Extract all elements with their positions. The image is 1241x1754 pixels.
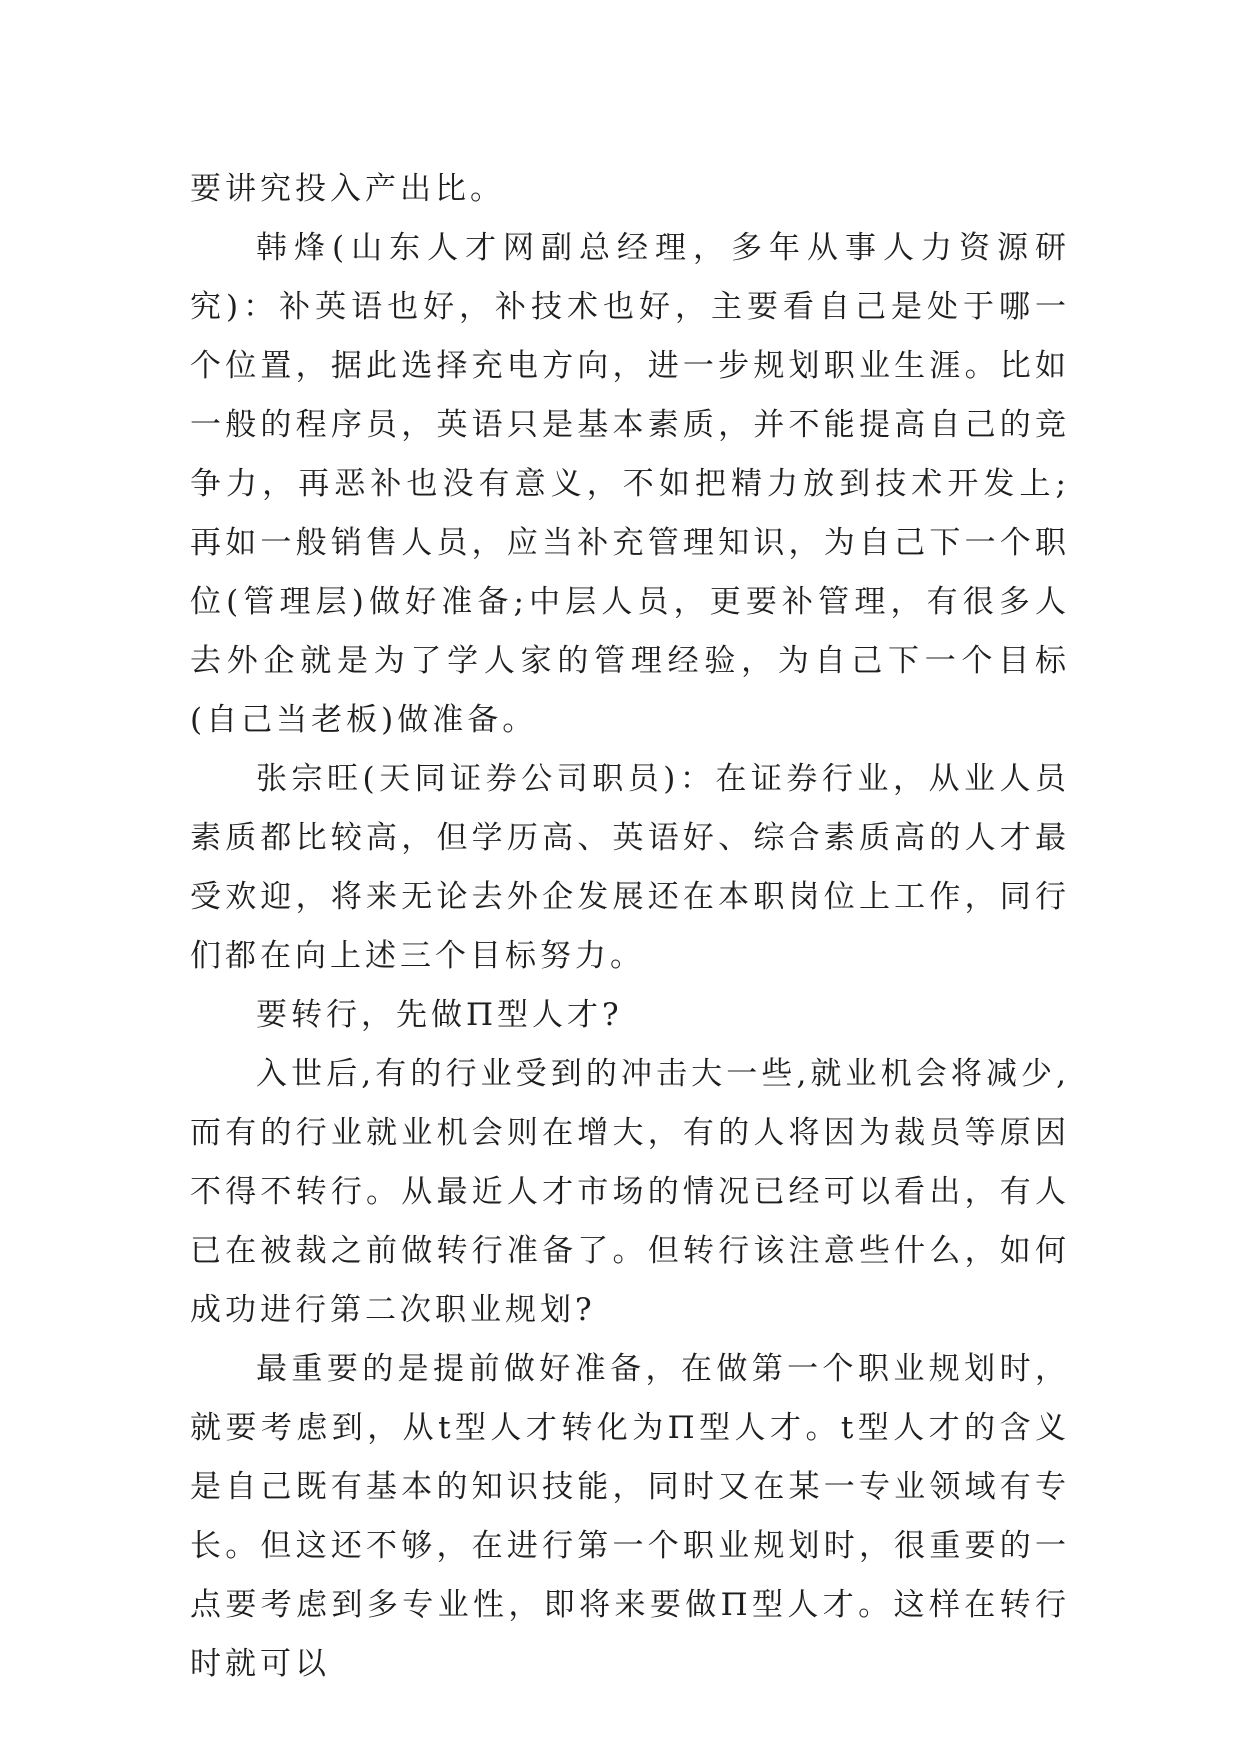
paragraph-5: 最重要的是提前做好准备，在做第一个职业规划时，就要考虑到，从t型人才转化为Π型人才。t型人才的含义是自己既有基本的知识技能，同时又在某一专业领域有专长。但这还不够，在进行第一个职业规划时，很重要的一点要考虑到多专业性，即将来要做Π型人才。这样在转行时就可以 [190, 1351, 1070, 1682]
section-heading: 要转行，先做Π型人才? [256, 997, 623, 1033]
paragraph-3: 张宗旺(天同证券公司职员)：在证券行业，从业人员素质都比较高，但学历高、英语好、综合素质高的人才最受欢迎，将来无论去外企发展还在本职岗位上工作，同行们都在向上述三个目标努力。 [190, 761, 1070, 974]
paragraph-1: 要讲究投入产出比。 [190, 171, 505, 207]
document-body [190, 160, 1070, 1694]
paragraph-2: 韩烽(山东人才网副总经理，多年从事人力资源研究)：补英语也好，补技术也好，主要看自己是处于哪一个位置，据此选择充电方向，进一步规划职业生涯。比如一般的程序员，英语只是基本素质，并不能提高自己的竞争力，再恶补也没有意义，不如把精力放到技术开发上;再如一般销售人员，应当补充管理知识，为自己下一个职位(管理层)做好准备;中层人员，更要补管理，有很多人去外企就是为了学人家的管理经验，为自己下一个目标(自己当老板)做准备。 [190, 230, 1070, 738]
paragraph-4: 入世后,有的行业受到的冲击大一些,就业机会将减少,而有的行业就业机会则在增大，有的人将因为裁员等原因不得不转行。从最近人才市场的情况已经可以看出，有人已在被裁之前做转行准备了。但转行该注意些什么，如何成功进行第二次职业规划? [190, 1056, 1070, 1328]
